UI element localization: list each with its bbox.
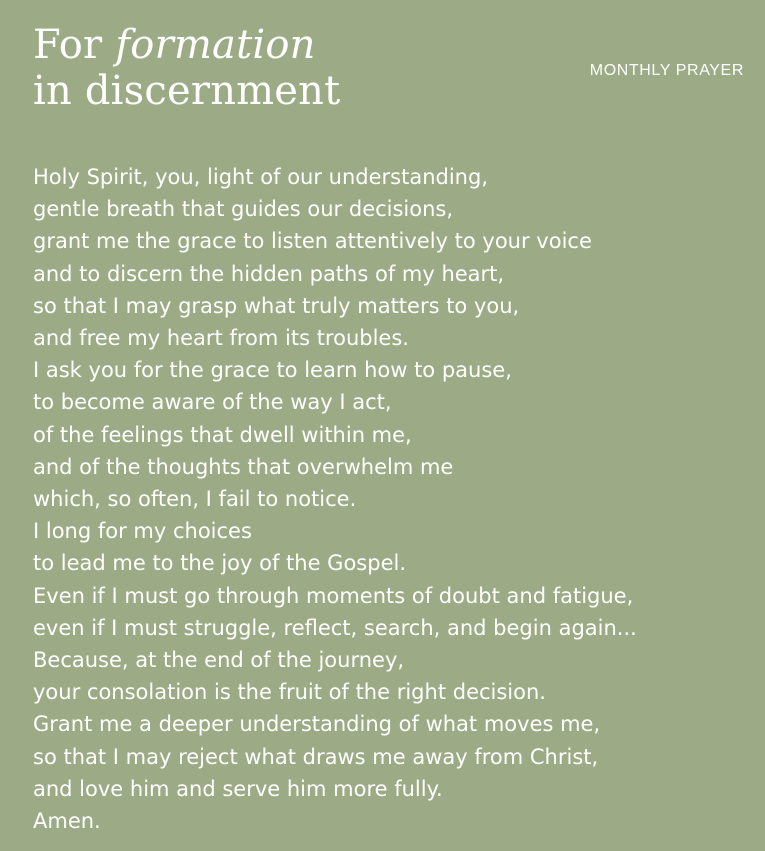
prayer-line: Grant me a deeper understanding of what moves me, (33, 712, 601, 737)
prayer-line: and of the thoughts that overwhelm me (33, 454, 454, 479)
prayer-line: I long for my choices (33, 519, 252, 544)
prayer-line: and love him and serve him more fully. (33, 776, 443, 801)
prayer-line: grant me the grace to listen attentively to your voice (33, 229, 592, 254)
page-title (33, 22, 340, 114)
title-prefix: For (33, 22, 116, 68)
prayer-line: so that I may reject what draws me away from Christ, (33, 744, 599, 769)
prayer-line: which, so often, I fail to notice. (33, 487, 357, 512)
prayer-line: so that I may grasp what truly matters to you, (33, 293, 520, 318)
prayer-line: Because, at the end of the journey, (33, 648, 405, 673)
prayer-line: even if I must struggle, reflect, search, and begin again... (33, 615, 637, 640)
prayer-line: Holy Spirit, you, light of our understanding, (33, 165, 488, 189)
title-line-1 (33, 22, 340, 68)
section-label: MONTHLY PRAYER (589, 62, 744, 79)
prayer-line: Even if I must go through moments of doubt and fatigue, (33, 583, 634, 608)
prayer-line: gentle breath that guides our decisions, (33, 197, 454, 222)
prayer-line: and free my heart from its troubles. (33, 326, 409, 351)
prayer-line: your consolation is the fruit of the right decision. (33, 680, 546, 705)
title-emphasis: formation (115, 22, 316, 68)
prayer-line: of the feelings that dwell within me, (33, 422, 412, 447)
prayer-line: and to discern the hidden paths of my heart, (33, 261, 505, 286)
prayer-line-amen: Amen. (33, 809, 101, 834)
prayer-line: to become aware of the way I act, (33, 390, 392, 415)
prayer-text (33, 161, 637, 837)
prayer-line: to lead me to the joy of the Gospel. (33, 551, 406, 576)
prayer-line: I ask you for the grace to learn how to pause, (33, 358, 512, 383)
title-line-2: in discernment (33, 68, 341, 114)
